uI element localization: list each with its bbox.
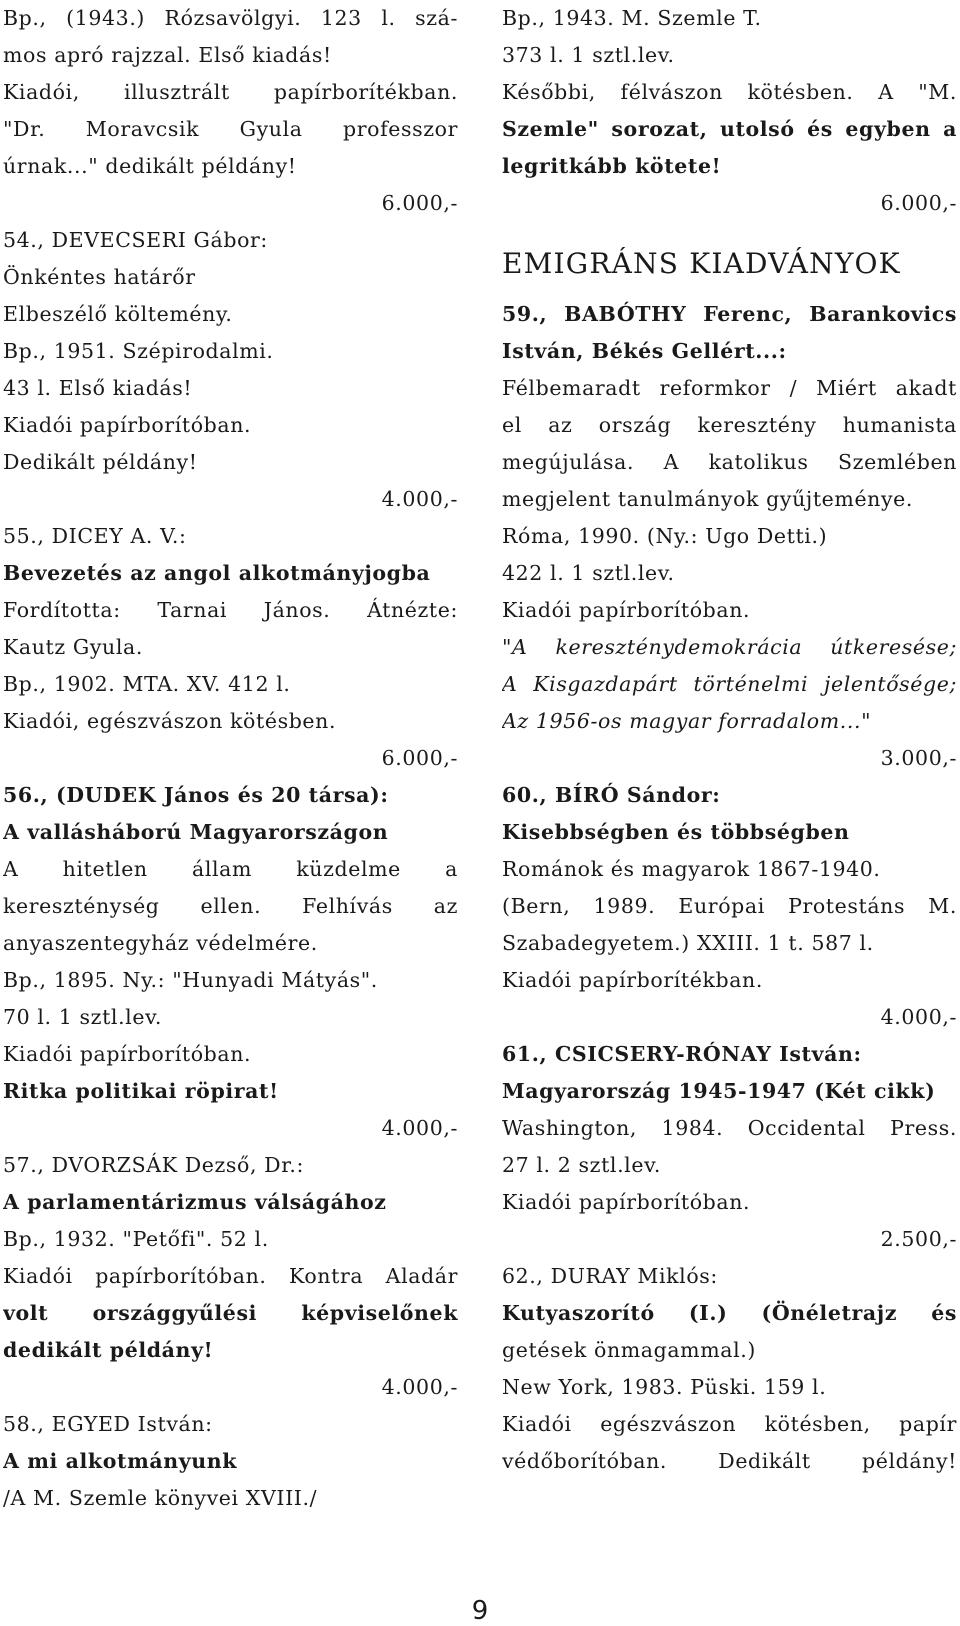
- text-line: Bp., 1951. Szépirodalmi.: [3, 339, 274, 363]
- text-line: megújulása. A katolikus Szemlében: [502, 450, 957, 474]
- price-text: 4.000,-: [381, 1116, 458, 1140]
- text-line: Szemle" sorozat, utolsó és egyben a: [502, 117, 957, 141]
- text-line: Az 1956-os magyar forradalom...": [502, 709, 872, 733]
- text-line: István, Békés Gellért...:: [502, 339, 787, 363]
- text-line: A mi alkotmányunk: [3, 1449, 238, 1473]
- text-line: kereszténység ellen. Felhívás az: [3, 894, 458, 918]
- text-line: 59., BABÓTHY Ferenc, Barankovics: [502, 302, 957, 326]
- text-line: Bp., 1902. MTA. XV. 412 l.: [3, 672, 291, 696]
- text-line: 422 l. 1 sztl.lev.: [502, 561, 675, 585]
- text-line: Bp., 1895. Ny.: "Hunyadi Mátyás".: [3, 968, 378, 992]
- text-line: Kiadói papírborítékban.: [502, 968, 763, 992]
- text-line: legritkább kötete!: [502, 154, 722, 178]
- text-line: volt országgyűlési képviselőnek: [3, 1301, 458, 1325]
- section-heading: EMIGRÁNS KIADVÁNYOK: [502, 247, 901, 280]
- text-line: úrnak..." dedikált példány!: [3, 154, 297, 178]
- text-line: Bp., 1932. "Petőfi". 52 l.: [3, 1227, 269, 1251]
- text-line: Románok és magyarok 1867-1940.: [502, 857, 881, 881]
- text-line: A parlamentárizmus válságához: [3, 1190, 387, 1214]
- text-line: Félbemaradt reformkor / Miért akadt: [502, 376, 957, 400]
- text-line: 70 l. 1 sztl.lev.: [3, 1005, 162, 1029]
- text-line: Ritka politikai röpirat!: [3, 1079, 279, 1103]
- text-line: Kiadói papírborítóban.: [3, 1042, 252, 1066]
- text-line: Kiadói papírborítóban.: [502, 1190, 751, 1214]
- text-line: 43 l. Első kiadás!: [3, 376, 193, 400]
- text-line: "A kereszténydemokrácia útkeresése;: [502, 635, 957, 659]
- text-line: A vallásháború Magyarországon: [3, 820, 389, 844]
- left-column: [3, 0, 458, 1517]
- text-line: Kiadói, egészvászon kötésben.: [3, 709, 337, 733]
- text-line: 373 l. 1 sztl.lev.: [502, 43, 675, 67]
- text-line: "Dr. Moravcsik Gyula professzor: [3, 117, 458, 141]
- text-line: 57., DVORZSÁK Dezső, Dr.:: [3, 1153, 304, 1177]
- text-line: Kiadói papírborítóban.: [3, 413, 252, 437]
- text-line: Önkéntes határőr: [3, 265, 196, 289]
- text-line: megjelent tanulmányok gyűjteménye.: [502, 487, 914, 511]
- text-line: Kiadói, illusztrált papírborítékban.: [3, 80, 458, 104]
- text-line: Kutyaszorító (I.) (Önéletrajz és: [502, 1301, 957, 1325]
- text-line: 60., BÍRÓ Sándor:: [502, 783, 721, 807]
- text-line: Kiadói egészvászon kötésben, papír: [502, 1412, 957, 1436]
- text-line: A hitetlen állam küzdelme a: [3, 857, 458, 881]
- price-text: 4.000,-: [880, 1005, 957, 1029]
- text-line: anyaszentegyház védelmére.: [3, 931, 318, 955]
- right-column: [502, 0, 957, 1480]
- text-line: New York, 1983. Püski. 159 l.: [502, 1375, 827, 1399]
- text-line: (Bern, 1989. Európai Protestáns M.: [502, 894, 957, 918]
- price-text: 4.000,-: [381, 487, 458, 511]
- text-line: Kisebbségben és többségben: [502, 820, 850, 844]
- price-text: 6.000,-: [381, 746, 458, 770]
- text-line: Washington, 1984. Occidental Press.: [502, 1116, 957, 1140]
- text-line: dedikált példány!: [3, 1338, 214, 1362]
- text-line: 58., EGYED István:: [3, 1412, 213, 1436]
- price-text: 3.000,-: [880, 746, 957, 770]
- text-line: 56., (DUDEK János és 20 társa):: [3, 783, 389, 807]
- text-line: Kiadói papírborítóban. Kontra Aladár: [3, 1264, 458, 1288]
- text-line: Szabadegyetem.) XXIII. 1 t. 587 l.: [502, 931, 874, 955]
- text-line: mos apró rajzzal. Első kiadás!: [3, 43, 332, 67]
- text-line: Róma, 1990. (Ny.: Ugo Detti.): [502, 524, 828, 548]
- text-line: Dedikált példány!: [3, 450, 198, 474]
- text-line: 62., DURAY Miklós:: [502, 1264, 718, 1288]
- text-line: el az ország keresztény humanista: [502, 413, 957, 437]
- text-line: Bp., (1943.) Rózsavölgyi. 123 l. szá-: [3, 6, 458, 30]
- text-line: A Kisgazdapárt történelmi jelentősége;: [502, 672, 957, 696]
- text-line: Bevezetés az angol alkotmányjogba: [3, 561, 431, 585]
- text-line: Kiadói papírborítóban.: [502, 598, 751, 622]
- text-line: Bp., 1943. M. Szemle T.: [502, 6, 762, 30]
- text-line: 54., DEVECSERI Gábor:: [3, 228, 268, 252]
- text-line: Későbbi, félvászon kötésben. A "M.: [502, 80, 957, 104]
- price-text: 6.000,-: [880, 191, 957, 215]
- page-number: 9: [471, 1596, 489, 1626]
- price-text: 4.000,-: [381, 1375, 458, 1399]
- text-line: 55., DICEY A. V.:: [3, 524, 187, 548]
- price-text: 6.000,-: [381, 191, 458, 215]
- text-line: Kautz Gyula.: [3, 635, 143, 659]
- text-line: védőborítóban. Dedikált példány!: [502, 1449, 957, 1473]
- text-line: Fordította: Tarnai János. Átnézte:: [3, 598, 458, 622]
- text-line: getések önmagammal.): [502, 1338, 756, 1362]
- text-line: 61., CSICSERY-RÓNAY István:: [502, 1042, 862, 1066]
- price-text: 2.500,-: [880, 1227, 957, 1251]
- text-line: Elbeszélő költemény.: [3, 302, 233, 326]
- text-line: Magyarország 1945-1947 (Két cikk): [502, 1079, 936, 1103]
- text-line: /A M. Szemle könyvei XVIII./: [3, 1486, 318, 1510]
- text-line: 27 l. 2 sztl.lev.: [502, 1153, 661, 1177]
